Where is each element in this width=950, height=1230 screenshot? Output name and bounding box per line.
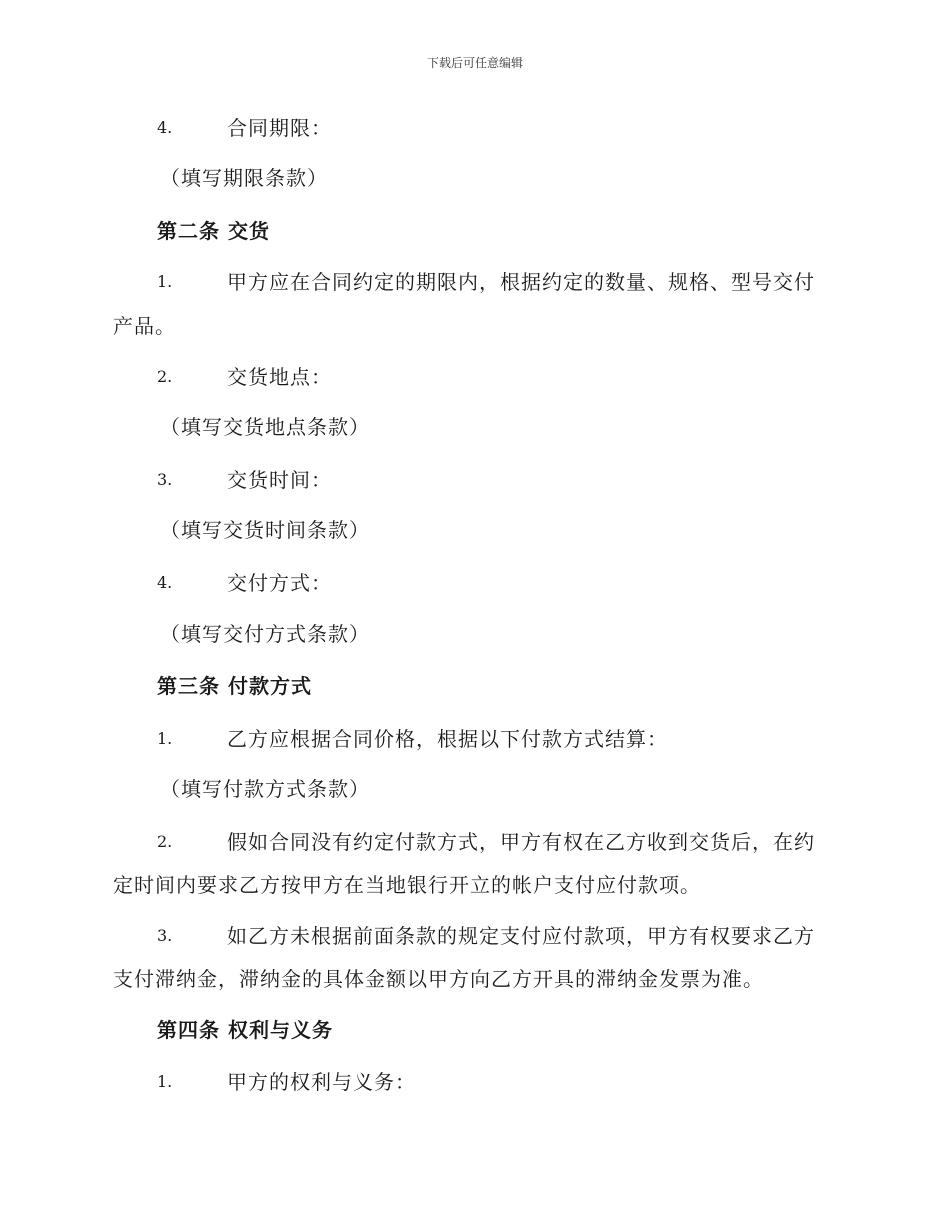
item-number: 3.	[157, 470, 173, 489]
page-header: 下载后可任意编辑	[426, 56, 523, 70]
item-number: 4.	[157, 118, 173, 137]
delivery-location-label: 交货地点：	[227, 365, 332, 389]
payment-clause-2-line2: 定时间内要求乙方按甲方在当地银行开立的帐户支付应付款项。	[113, 873, 701, 897]
delivery-method-placeholder: （填写交付方式条款）	[160, 622, 370, 646]
delivery-time-placeholder: （填写交货时间条款）	[160, 518, 370, 542]
contract-term-placeholder: （填写期限条款）	[160, 166, 328, 190]
delivery-time-label: 交货时间：	[227, 468, 332, 492]
section-heading-delivery: 第二条 交货	[157, 219, 270, 243]
item-number: 1.	[157, 272, 173, 291]
delivery-method-label: 交付方式：	[227, 571, 332, 595]
item-number: 2.	[157, 367, 173, 386]
item-number: 2.	[157, 832, 173, 851]
party-a-rights-label: 甲方的权利与义务：	[227, 1070, 416, 1094]
delivery-location-placeholder: （填写交货地点条款）	[160, 415, 370, 439]
delivery-clause-1-line1: 甲方应在合同约定的期限内，根据约定的数量、规格、型号交付	[227, 270, 815, 294]
item-number: 1.	[157, 1072, 173, 1091]
section-heading-rights: 第四条 权利与义务	[157, 1018, 333, 1042]
payment-clause-3-line2: 支付滞纳金，滞纳金的具体金额以甲方向乙方开具的滞纳金发票为准。	[113, 967, 764, 991]
item-number: 1.	[157, 729, 173, 748]
payment-clause-1: 乙方应根据合同价格，根据以下付款方式结算：	[227, 727, 668, 751]
item-number: 3.	[157, 926, 173, 945]
item-number: 4.	[157, 573, 173, 592]
contract-term-label: 合同期限：	[227, 116, 332, 140]
payment-clause-3-line1: 如乙方未根据前面条款的规定支付应付款项，甲方有权要求乙方	[227, 924, 815, 948]
section-heading-payment: 第三条 付款方式	[157, 674, 312, 698]
payment-method-placeholder: （填写付款方式条款）	[160, 777, 370, 801]
delivery-clause-1-line2: 产品。	[113, 314, 176, 338]
payment-clause-2-line1: 假如合同没有约定付款方式，甲方有权在乙方收到交货后，在约	[227, 830, 815, 854]
